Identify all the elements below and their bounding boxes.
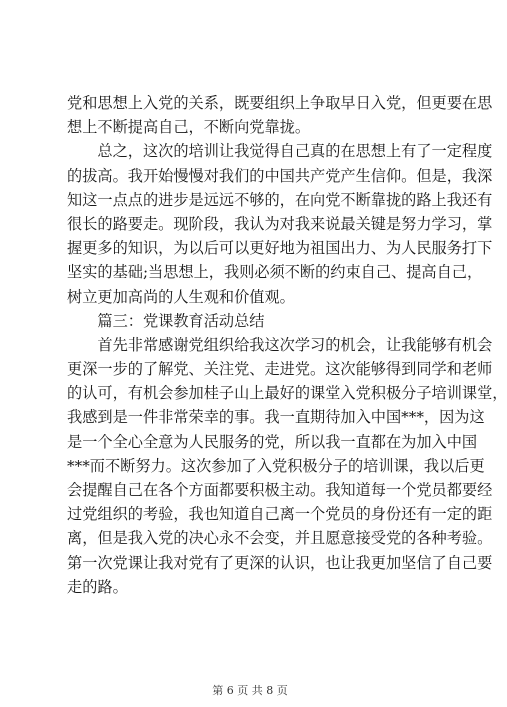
text-line: 很长的路要走。现阶段，我认为对我来说最关键是努力学习，掌: [67, 214, 493, 233]
text-line: 过党组织的考验，我也知道自己离一个党员的身份还有一定的距: [67, 505, 493, 524]
text-line: 握更多的知识，为以后可以更好地为祖国出力、为人民服务打下: [67, 239, 493, 258]
text-line: 首先非常感谢党组织给我这次学习的机会，让我能够有机会: [67, 335, 493, 354]
text-line: 党和思想上入党的关系，既要组织上争取早日入党，但更要在思: [67, 94, 493, 112]
text-line: 的拔高。我开始慢慢对我们的中国共产党产生信仰。但是，我深: [67, 166, 493, 185]
body-text: [67, 91, 507, 599]
text-line: ***而不断努力。这次参加了入党积极分子的培训课，我以后更: [67, 456, 485, 475]
text-line: 树立更加高尚的人生观和价值观。: [67, 287, 295, 306]
text-line: 想上不断提高自己，不断向党靠拢。: [67, 118, 310, 137]
text-line: 知这一点点的进步是远远不够的，在向党不断靠拢的路上我还有: [67, 190, 493, 209]
text-line: 总之，这次的培训让我觉得自己真的在思想上有了一定程度: [67, 142, 493, 161]
text-line: 的认可，有机会参加桂子山上最好的课堂入党积极分子培训课堂，: [67, 384, 507, 403]
text-line: 走的路。: [67, 577, 128, 596]
text-line: 我感到是一件非常荣幸的事。我一直期待加入中国***，因为这: [67, 408, 485, 427]
page-number-footer: 第 6 页 共 8 页: [212, 684, 288, 697]
text-line: 坚实的基础;当思想上，我则必须不断的约束自己、提高自己，: [67, 263, 483, 282]
text-line: 会提醒自己在各个方面都要积极主动。我知道每一个党员都要经: [67, 481, 493, 499]
text-line: 离，但是我入党的决心永不会变，并且愿意接受党的各种考验。: [67, 529, 493, 548]
text-line: 第一次党课让我对党有了更深的认识，也让我更加坚信了自己要: [67, 553, 493, 572]
text-line: 更深一步的了解党、关注党、走进党。这次能够得到同学和老师: [67, 360, 493, 379]
section-heading: 篇三：党课教育活动总结: [67, 311, 265, 330]
text-line: 是一个全心全意为人民服务的党，所以我一直都在为加入中国: [67, 432, 478, 451]
